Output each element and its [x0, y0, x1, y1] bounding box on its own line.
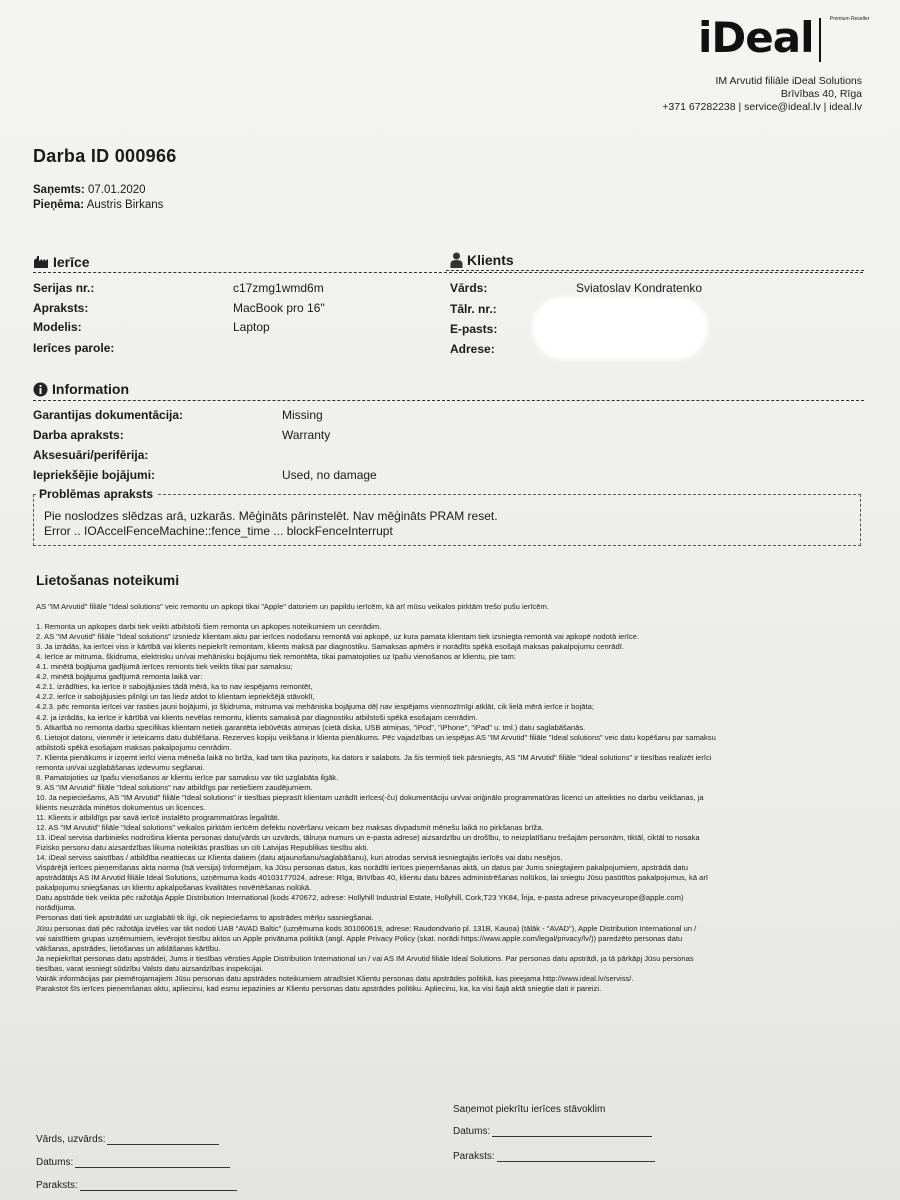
terms-line: 13. iDeal servisa darbinieks nodrošina klienta personas datu(vārds un uzvārds, tālruņa numurs un e-pasta adrese) aizsardzību un drošību, to neizplatīšanu trešajām personām, tiktāl, ciktāl to nosaka — [36, 833, 700, 843]
signature-date-line — [75, 1167, 230, 1168]
terms-line: 1. Remonta un apkopes darbi tiek veikti atbilstoši šiem remonta un apkopes noteikumiem un cenrādim. — [36, 622, 382, 632]
condition-agree-heading: Saņemot piekrītu ierīces stāvoklim — [453, 1104, 606, 1115]
terms-line: tiesības, varat iesniegt sūdzību Valsts datu aizsardzības inspekcijai. — [36, 963, 264, 973]
client-name-label: Vārds: — [450, 281, 488, 295]
condition-date-field — [453, 1126, 652, 1137]
condition-sign-label: Paraksts: — [453, 1151, 495, 1162]
problem-line-2: Error .. IOAccelFenceMachine::fence_time ... blockFenceInterrupt — [44, 524, 393, 538]
premium-reseller-text: Premium Reseller — [829, 16, 870, 22]
info-divider — [33, 400, 864, 401]
client-heading: Klients — [467, 252, 514, 268]
terms-line: vākšanas, apstrādes, lietošanas un atklāšanas kārtību. — [36, 943, 221, 953]
page-title: Darba ID 000966 — [33, 146, 177, 166]
device-password-label: Ierīces parole: — [33, 341, 115, 355]
terms-line: apstrādātājs AS IM Arvutid filiāle Ideal Solutions, uzņēmuma kods 40103177024, adrese: Rīga, Brīvības 40, klientu datu bāzes administrēšanas nolūkos, lai sniegtu Jūsu pasūtītos pakalpojumus, kā arī — [36, 873, 709, 883]
terms-line: 5. Atkarībā no remonta darbu specifikas klientam netiek garantēta iebūvētās atmiņas (cietā diska, USB atmiņas, "iPod", "iPhone", "iPad" u. tml.) datu saglabāšanās. — [36, 722, 586, 732]
client-address-label: Adrese: — [450, 342, 495, 356]
company-address — [662, 75, 862, 114]
terms-line: Vispārējā ierīces pieņemšanas akta norma (īsā versija) Informējam, ka Jūsu personas datus, kas norādīti ierīces pieņemšanas aktā, un datus par Jums sniegtajiem pakalpojumiem, apstrādā datu — [36, 863, 688, 873]
terms-line — [36, 612, 858, 622]
terms-line: Vairāk informācijas par piemērojamajiem Jūsu personas datu apstrādes noteikumiem atradīsiet Klientu personas datu apstrādes politikā, kas pieejama http://www.ideal.lv/serviss/. — [36, 973, 634, 983]
info-section-heading — [33, 381, 129, 397]
terms-line: pakalpojumu sniegšanas un klientu apkalpošanas kvalitātes novērtēšanas nolūkā. — [36, 883, 312, 893]
terms-line: 14. iDeal serviss saistības / atbildība neattiecas uz Klienta datiem (datu atjaunošanu/saglabāšanu), kuri atrodas servisā iesniegtajās ierīcēs vai datu nesējos. — [36, 853, 563, 863]
job-description-value: Warranty — [282, 428, 331, 442]
terms-line: 4.1. minētā bojājuma gadījumā ierīces remonts tiek veikts tikai par samaksu; — [36, 662, 293, 672]
signature-sign-line — [80, 1190, 237, 1191]
signature-sign-label: Paraksts: — [36, 1180, 78, 1191]
terms-line: 4.2. minētā bojājuma gadījumā remonta laikā var: — [36, 672, 203, 682]
terms-line: 4. Ierīce ar mitruma, šķidruma, elektrisku un/vai mehānisku bojājumu tiek remontēta, tikai pamatojoties uz īpašu vienošanos ar klientu, pie tam: — [36, 652, 516, 662]
warranty-doc-label: Garantijas dokumentācija: — [33, 408, 184, 422]
logo-divider — [819, 18, 821, 62]
terms-line: 6. Lietojot datoru, vienmēr ir ieteicams datu dublēšana. Rezerves kopiju veikšana ir klienta pienākums. Pēc vajadzības un iespējas AS "IM Arvutid" filiāle "Ideal solutions" veic datu kopēšanu par samaksu — [36, 732, 716, 742]
condition-date-label: Datums: — [453, 1126, 491, 1137]
terms-line: 3. Ja izrādās, ka ierīcei viss ir kārtībā vai klients nepiekrīt remontam, klients maksā par diagnostiku. Samaksas apmērs ir norādīts spēkā esošajā maksas pakalpojumu cenrādī. — [36, 642, 624, 652]
device-model-value: Laptop — [233, 320, 270, 334]
device-serial-label: Serijas nr.: — [33, 281, 95, 295]
address-line-contacts: +371 67282238 | service@ideal.lv | ideal.lv — [662, 101, 862, 113]
accepted-value: Austris Birkans — [86, 199, 164, 211]
address-line-street: Brīvības 40, Rīga — [780, 88, 862, 100]
job-description-label: Darba apraksts: — [33, 428, 124, 442]
problem-title: Problēmas apraksts — [36, 487, 156, 501]
previous-damage-label: Iepriekšējie bojājumi: — [33, 468, 156, 482]
terms-line: Jūsu personas dati pēc ražotāja izvēles var tikt nodoti UAB "AVAD Baltic" (uzņēmuma kods 301060619, adrese: Raudondvario pl. 131B, Kauņa) (tālāk - "AVAD"), Apple Distribution International un / — [36, 923, 697, 933]
terms-title: Lietošanas noteikumi — [36, 572, 180, 588]
logo-text: iDeal — [698, 13, 814, 62]
client-name-value: Sviatoslav Kondratenko — [576, 281, 703, 295]
info-heading: Information — [52, 381, 129, 397]
client-email-label: E-pasts: — [450, 322, 498, 336]
terms-line: Parakstot šīs ierīces pieņemšanas aktu, apliecinu, kad esmu iepazinies ar Klientu personas datu apstrādes politiku. Apliecinu, ka, ka visi šajā aktā sniegtie dati ir pareizi. — [36, 983, 602, 993]
redaction-blob — [532, 297, 708, 359]
terms-line: 11. Klients ir atbildīgs par savā ierīcē instalēto programmatūras legalitāti. — [36, 812, 280, 822]
terms-line: vai saistītiem grupas uzņēmumiem, ievērojot tiesību aktos un Apple privātuma politikā (angl. Apple Privacy Policy (skat. norādi https://www.apple.com/legal/privacy/lv/)) paredzēto personas datu — [36, 933, 683, 943]
terms-line: Fizisko personu datu aizsardzības likuma noteiktās prasības un citi Latvijas Republikas tiesību akti. — [36, 843, 369, 853]
signature-sign-field — [36, 1180, 237, 1191]
terms-line: Ja nepiekrītat personas datu apstrādei, Jums ir tiesības vērsties Apple Distribution International un / vai AS IM Arvutid filiāle Ideal Solutions. Par personas datu apstrādi, ja tā pārkāpj Jūsu personas — [36, 953, 694, 963]
client-divider — [446, 270, 864, 271]
terms-line: atbilstoši spēkā esošajam maksas pakalpojumu cenrādim. — [36, 742, 232, 752]
received-value: 07.01.2020 — [87, 184, 146, 196]
terms-line: 9. AS "IM Arvutid" filiāle "Ideal solutions" nav atbildīgs par netiešiem zaudējumiem. — [36, 782, 313, 792]
address-line-company: IM Arvutid filiāle iDeal Solutions — [715, 75, 862, 87]
condition-sign-line — [497, 1161, 655, 1162]
terms-line: 2. AS "IM Arvutid" filiāle "Ideal solutions" izsniedz klientam aktu par ierīces nodošanu remontā vai apkopē, uz kura pamata klientam tiek izsniegta remontā vai apkopē nodotā ierīce. — [36, 632, 639, 642]
terms-line: Personas dati tiek apstrādāti un uzglabāti tik ilgi, cik nepieciešams to apstrādes mērķu sasniegšanai. — [36, 913, 374, 923]
terms-line: 10. Ja nepieciešams, AS "IM Arvutid" filiāle "Ideal solutions" ir tiesības pieprasīt klientam uzrādīt ierīces(-ču) dokumentāciju un/vai oriģinālo programmatūras licenci un atteikties no darbu veikšanas, ja — [36, 792, 704, 802]
signature-date-label: Datums: — [36, 1157, 74, 1168]
condition-sign-field — [453, 1151, 655, 1162]
info-icon — [33, 382, 48, 397]
device-model-label: Modelis: — [33, 320, 82, 334]
terms-line: Datu apstrāde tiek veikta pēc ražotāja Apple Distribution International (kods 470672, adrese: Hollyhill Industrial Estate, Hollyhill, Cork,T23 YK84, Īrija, e-pasta adrese privacyeurope@apple.com) — [36, 893, 684, 903]
device-description-label: Apraksts: — [33, 301, 89, 315]
signature-name-line — [107, 1144, 219, 1145]
signature-name-field — [36, 1134, 219, 1145]
condition-date-line — [492, 1136, 652, 1137]
terms-line: 7. Klienta pienākums ir izņemt ierīci viena mēneša laikā no brīža, kad tam tika paziņots, ka dators ir salabots. Ja šis termiņš tiek pārsniegts, AS "IM Arvutid" filiāle "Ideal solutions" ir tiesības realizēt ierīci — [36, 752, 712, 762]
device-divider — [33, 272, 863, 273]
client-section-heading — [450, 252, 514, 268]
terms-line: remonta un/vai uzglabāšanas izdevumu segšanai. — [36, 762, 205, 772]
signature-name-label: Vārds, uzvārds: — [36, 1134, 106, 1145]
terms-line: 4.2. ja izrādās, ka ierīce ir kārtībā vai klients nevēlas remontu, klients samaksā par diagnostiku atbilstoši spēkā esošajam cenrādim. — [36, 712, 478, 722]
terms-line: AS "IM Arvutid" filiāle "Ideal solutions" veic remontu un apkopi tikai "Apple" datoriem un papildu ierīcēm, kā arī mūsu veikalos pirktām trešo pušu ierīcēm. — [36, 602, 549, 611]
received-label: Saņemts: — [33, 184, 85, 196]
terms-line: klients neuzrāda minētos dokumentus un licences. — [36, 802, 206, 812]
job-meta — [33, 183, 163, 213]
apple-logo — [827, 10, 871, 22]
device-heading: Ierīce — [53, 254, 90, 270]
previous-damage-value: Used, no damage — [282, 468, 377, 482]
terms-line: 4.2.2. ierīce ir sabojājusies pilnīgi un tas liedz atdot to klientam iepriekšējā stāvoklī, — [36, 692, 315, 702]
device-section-heading — [33, 254, 90, 270]
device-description-value: MacBook pro 16" — [233, 301, 325, 315]
ideal-logo — [698, 10, 871, 66]
terms-line: 8. Pamatojoties uz īpašu vienošanos ar klientu ierīce par samaksu var tikt uzglabāta ilgāk. — [36, 772, 339, 782]
warranty-doc-value: Missing — [282, 408, 323, 422]
accepted-label: Pieņēma: — [33, 199, 85, 211]
terms-line: 4.2.1. izrādīties, ka ierīce ir sabojājusies tādā mērā, ka to nav iespējams remontēt, — [36, 682, 313, 692]
terms-line: 4.2.3. pēc remonta ierīcei var rasties jauni bojājumi, jo šķidruma, mitruma vai mehāniska bojājuma dēļ nav iespējams viennozīmīgi atklāt, cik lielā mērā ierīce ir bojāta; — [36, 702, 594, 712]
accessories-label: Aksesuāri/perifērija: — [33, 448, 149, 462]
problem-line-1: Pie noslodzes slēdzas arā, uzkarās. Mēģināts pārinstelēt. Nav mēģināts PRAM reset. — [44, 509, 498, 523]
person-icon — [450, 252, 463, 268]
terms-line: norādījuma. — [36, 903, 77, 913]
client-phone-label: Tālr. nr.: — [450, 302, 497, 316]
signature-date-field — [36, 1157, 230, 1168]
terms-text — [36, 602, 858, 994]
terms-line: 12. AS "IM Arvutid" filiāle "Ideal solutions" veikalos pirktām ierīcēm defektu novēršanu veicam bez maksas divpadsmit mēnešu laikā no pirkšanas brīža. — [36, 823, 544, 833]
device-icon — [33, 255, 49, 269]
device-serial-value: c17zmg1wmd6m — [233, 281, 324, 295]
